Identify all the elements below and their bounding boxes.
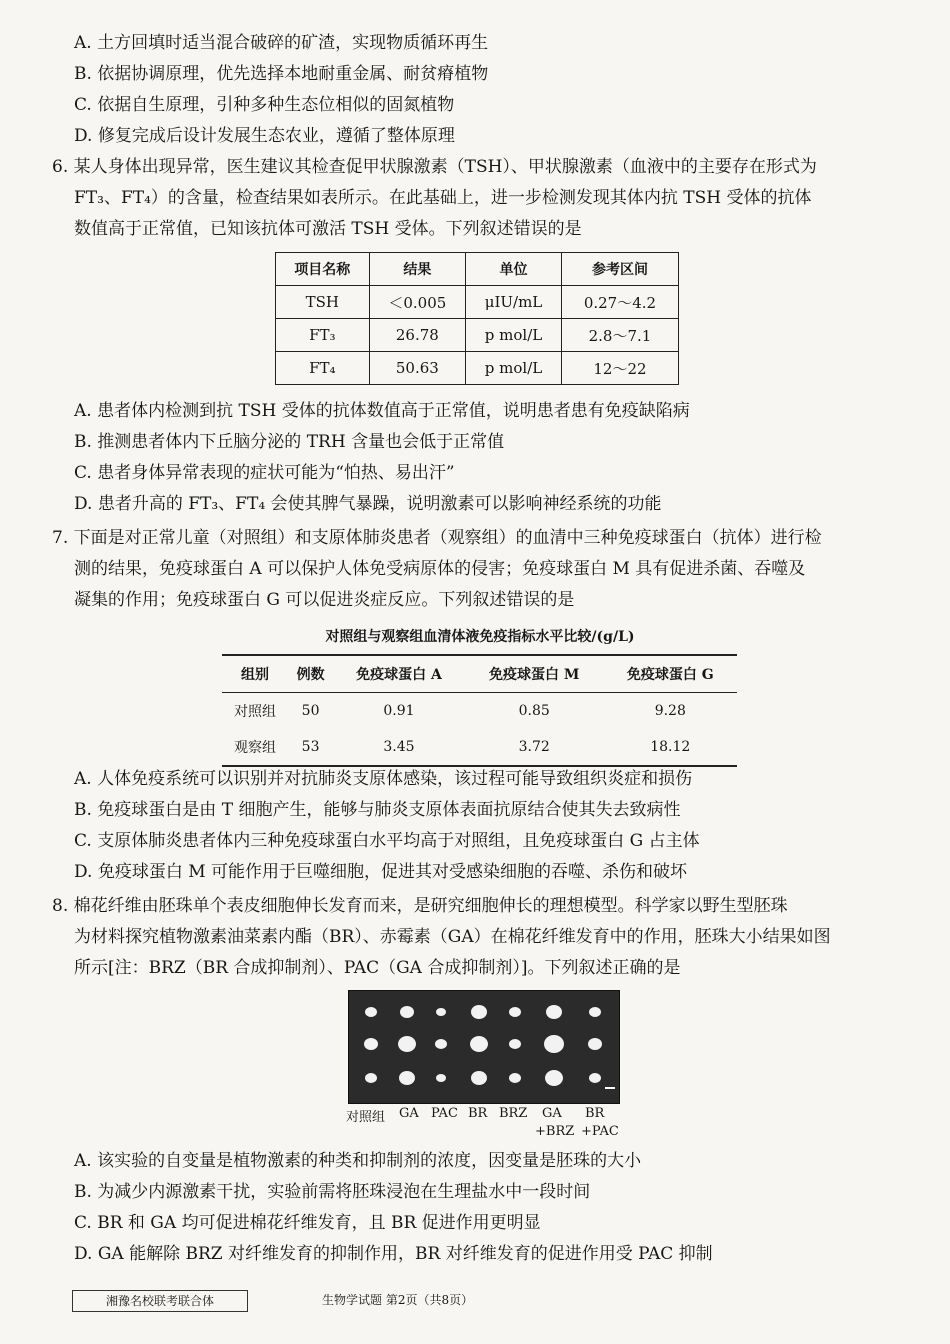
scale-bar xyxy=(605,1087,615,1089)
figure-label-pac: PAC xyxy=(431,1106,458,1121)
q6-cell: 12～22 xyxy=(561,352,678,385)
q7-cell: 观察组 xyxy=(222,729,288,766)
q5-option-a: A. 土方回填时适当混合破碎的矿渣，实现物质循环再生 xyxy=(74,33,489,53)
q8-option-c: C. BR 和 GA 均可促进棉花纤维发育，且 BR 促进作用更明显 xyxy=(74,1213,541,1233)
ovule-size-figure xyxy=(348,990,620,1104)
q7-cell: 3.45 xyxy=(333,729,465,766)
figure-label-brz: BRZ xyxy=(499,1106,528,1121)
ovule-blob xyxy=(470,1036,488,1052)
q7-option-d: D. 免疫球蛋白 M 可能作用于巨噬细胞，促进其对受感染细胞的吞噬、杀伤和破坏 xyxy=(74,862,688,882)
q7-stem-line-1: 7. 下面是对正常儿童（对照组）和支原体肺炎患者（观察组）的血清中三种免疫球蛋白（抗体）进行检 xyxy=(52,528,822,548)
ovule-blob xyxy=(365,1007,377,1017)
q6-cell: p mol/L xyxy=(466,352,562,385)
q8-option-d: D. GA 能解除 BRZ 对纤维发育的抑制作用，BR 对纤维发育的促进作用受 PAC 抑制 xyxy=(74,1244,713,1264)
q6-table-header: 项目名称 xyxy=(276,253,370,286)
ovule-blob xyxy=(509,1073,521,1083)
q7-cell: 0.91 xyxy=(383,703,415,719)
figure-label-br: BR xyxy=(468,1106,488,1121)
q8-stem-line-3: 所示[注：BRZ（BR 合成抑制剂）、PAC（GA 合成抑制剂）]。下列叙述正确的是 xyxy=(74,958,681,978)
q6-cell: μIU/mL xyxy=(466,286,562,319)
ovule-blob xyxy=(509,1039,521,1049)
q7-cell: 3.72 xyxy=(465,729,604,766)
q7-stem-line-3: 凝集的作用；免疫球蛋白 G 可以促进炎症反应。下列叙述错误的是 xyxy=(74,590,575,610)
table-row xyxy=(276,286,679,319)
q6-results-table xyxy=(275,252,679,385)
q7-immunity-table xyxy=(222,654,737,767)
ovule-blob xyxy=(435,1039,447,1049)
q6-option-a: A. 患者体内检测到抗 TSH 受体的抗体数值高于正常值，说明患者患有免疫缺陷病 xyxy=(74,401,690,421)
q7-table-header: 例数 xyxy=(288,655,333,693)
figure-label-control: 对照组 xyxy=(346,1110,386,1125)
ovule-blob xyxy=(589,1007,601,1017)
q8-option-a: A. 该实验的自变量是植物激素的种类和抑制剂的浓度，因变量是胚珠的大小 xyxy=(74,1151,642,1171)
ovule-blob xyxy=(398,1036,416,1052)
ovule-blob xyxy=(544,1035,564,1053)
q7-cell: 9.28 xyxy=(654,703,686,719)
ovule-blob xyxy=(471,1005,487,1019)
ovule-blob xyxy=(436,1074,446,1082)
table-row xyxy=(276,319,679,352)
ovule-blob xyxy=(436,1008,446,1016)
q6-cell: ＜0.005 xyxy=(369,286,465,319)
footer-page-info: 生物学试题 第2页（共8页） xyxy=(322,1293,474,1307)
ovule-blob xyxy=(588,1038,602,1050)
q8-stem-line-1: 8. 棉花纤维由胚珠单个表皮细胞伸长发育而来，是研究细胞伸长的理想模型。科学家以野生型胚珠 xyxy=(52,896,788,916)
q6-stem-line-3: 数值高于正常值，已知该抗体可激活 TSH 受体。下列叙述错误的是 xyxy=(74,219,582,239)
ovule-blob xyxy=(509,1007,521,1017)
q6-table-header: 单位 xyxy=(466,253,562,286)
q7-cell: 50 xyxy=(301,703,320,719)
q7-cell: 对照组 xyxy=(234,704,277,720)
q6-table-header: 参考区间 xyxy=(561,253,678,286)
q6-cell: 0.27～4.2 xyxy=(561,286,678,319)
table-row xyxy=(222,729,737,766)
q6-stem-line-2: FT₃、FT₄）的含量，检查结果如表所示。在此基础上，进一步检测发现其体内抗 TSH 受体的抗体 xyxy=(74,188,812,208)
q8-option-b: B. 为减少内源激素干扰，实验前需将胚珠浸泡在生理盐水中一段时间 xyxy=(74,1182,591,1202)
q6-cell: TSH xyxy=(276,286,370,319)
ovule-blob xyxy=(399,1071,415,1085)
footer-brand-box: 湘豫名校联考联合体 xyxy=(72,1290,248,1312)
ovule-blob xyxy=(545,1070,563,1086)
q7-option-c: C. 支原体肺炎患者体内三种免疫球蛋白水平均高于对照组，且免疫球蛋白 G 占主体 xyxy=(74,831,700,851)
q6-cell: p mol/L xyxy=(466,319,562,352)
q6-cell: FT₄ xyxy=(276,352,370,385)
q7-cell: 18.12 xyxy=(604,729,737,766)
table-row xyxy=(222,693,737,730)
q6-cell: 26.78 xyxy=(369,319,465,352)
q7-table-header: 免疫球蛋白 G xyxy=(604,655,737,693)
q7-option-a: A. 人体免疫系统可以识别并对抗肺炎支原体感染，该过程可能导致组织炎症和损伤 xyxy=(74,769,693,789)
q6-option-b: B. 推测患者体内下丘脑分泌的 TRH 含量也会低于正常值 xyxy=(74,432,505,452)
q7-cell: 53 xyxy=(288,729,333,766)
q5-option-d: D. 修复完成后设计发展生态农业，遵循了整体原理 xyxy=(74,126,455,146)
table-row xyxy=(276,352,679,385)
q8-stem-line-2: 为材料探究植物激素油菜素内酯（BR）、赤霉素（GA）在棉花纤维发育中的作用，胚珠大小结果如图 xyxy=(74,927,831,947)
q6-option-d: D. 患者升高的 FT₃、FT₄ 会使其脾气暴躁，说明激素可以影响神经系统的功能 xyxy=(74,494,662,514)
figure-label-ga-brz-1: GA xyxy=(542,1106,562,1121)
q5-option-c: C. 依据自生原理，引种多种生态位相似的固氮植物 xyxy=(74,95,455,115)
q7-table-header: 组别 xyxy=(222,655,288,693)
q6-stem-line-1: 6. 某人身体出现异常，医生建议其检查促甲状腺激素（TSH）、甲状腺激素（血液中的主要存在形式为 xyxy=(52,157,817,177)
ovule-blob xyxy=(400,1006,414,1018)
q7-table-header: 免疫球蛋白 A xyxy=(333,655,465,693)
ovule-blob xyxy=(546,1005,562,1019)
ovule-blob xyxy=(365,1073,377,1083)
q6-option-c: C. 患者身体异常表现的症状可能为“怕热、易出汗” xyxy=(74,463,455,483)
figure-label-ga: GA xyxy=(399,1106,419,1121)
q6-cell: FT₃ xyxy=(276,319,370,352)
q7-cell: 0.85 xyxy=(518,703,550,719)
ovule-blob xyxy=(364,1038,378,1050)
figure-label-br-pac-2: +PAC xyxy=(581,1124,619,1139)
figure-label-br-pac-1: BR xyxy=(585,1106,605,1121)
q7-table-title: 对照组与观察组血清体液免疫指标水平比较/(g/L) xyxy=(325,629,635,645)
q6-table-header: 结果 xyxy=(369,253,465,286)
ovule-blob xyxy=(471,1071,487,1085)
q7-table-header: 免疫球蛋白 M xyxy=(465,655,604,693)
figure-label-ga-brz-2: +BRZ xyxy=(535,1124,575,1139)
q7-stem-line-2: 测的结果，免疫球蛋白 A 可以保护人体免受病原体的侵害；免疫球蛋白 M 具有促进杀菌、吞噬及 xyxy=(74,559,806,579)
ovule-blob xyxy=(589,1073,601,1083)
q6-cell: 50.63 xyxy=(369,352,465,385)
q6-cell: 2.8～7.1 xyxy=(561,319,678,352)
q7-option-b: B. 免疫球蛋白是由 T 细胞产生，能够与肺炎支原体表面抗原结合使其失去致病性 xyxy=(74,800,681,820)
q5-option-b: B. 依据协调原理，优先选择本地耐重金属、耐贫瘠植物 xyxy=(74,64,489,84)
